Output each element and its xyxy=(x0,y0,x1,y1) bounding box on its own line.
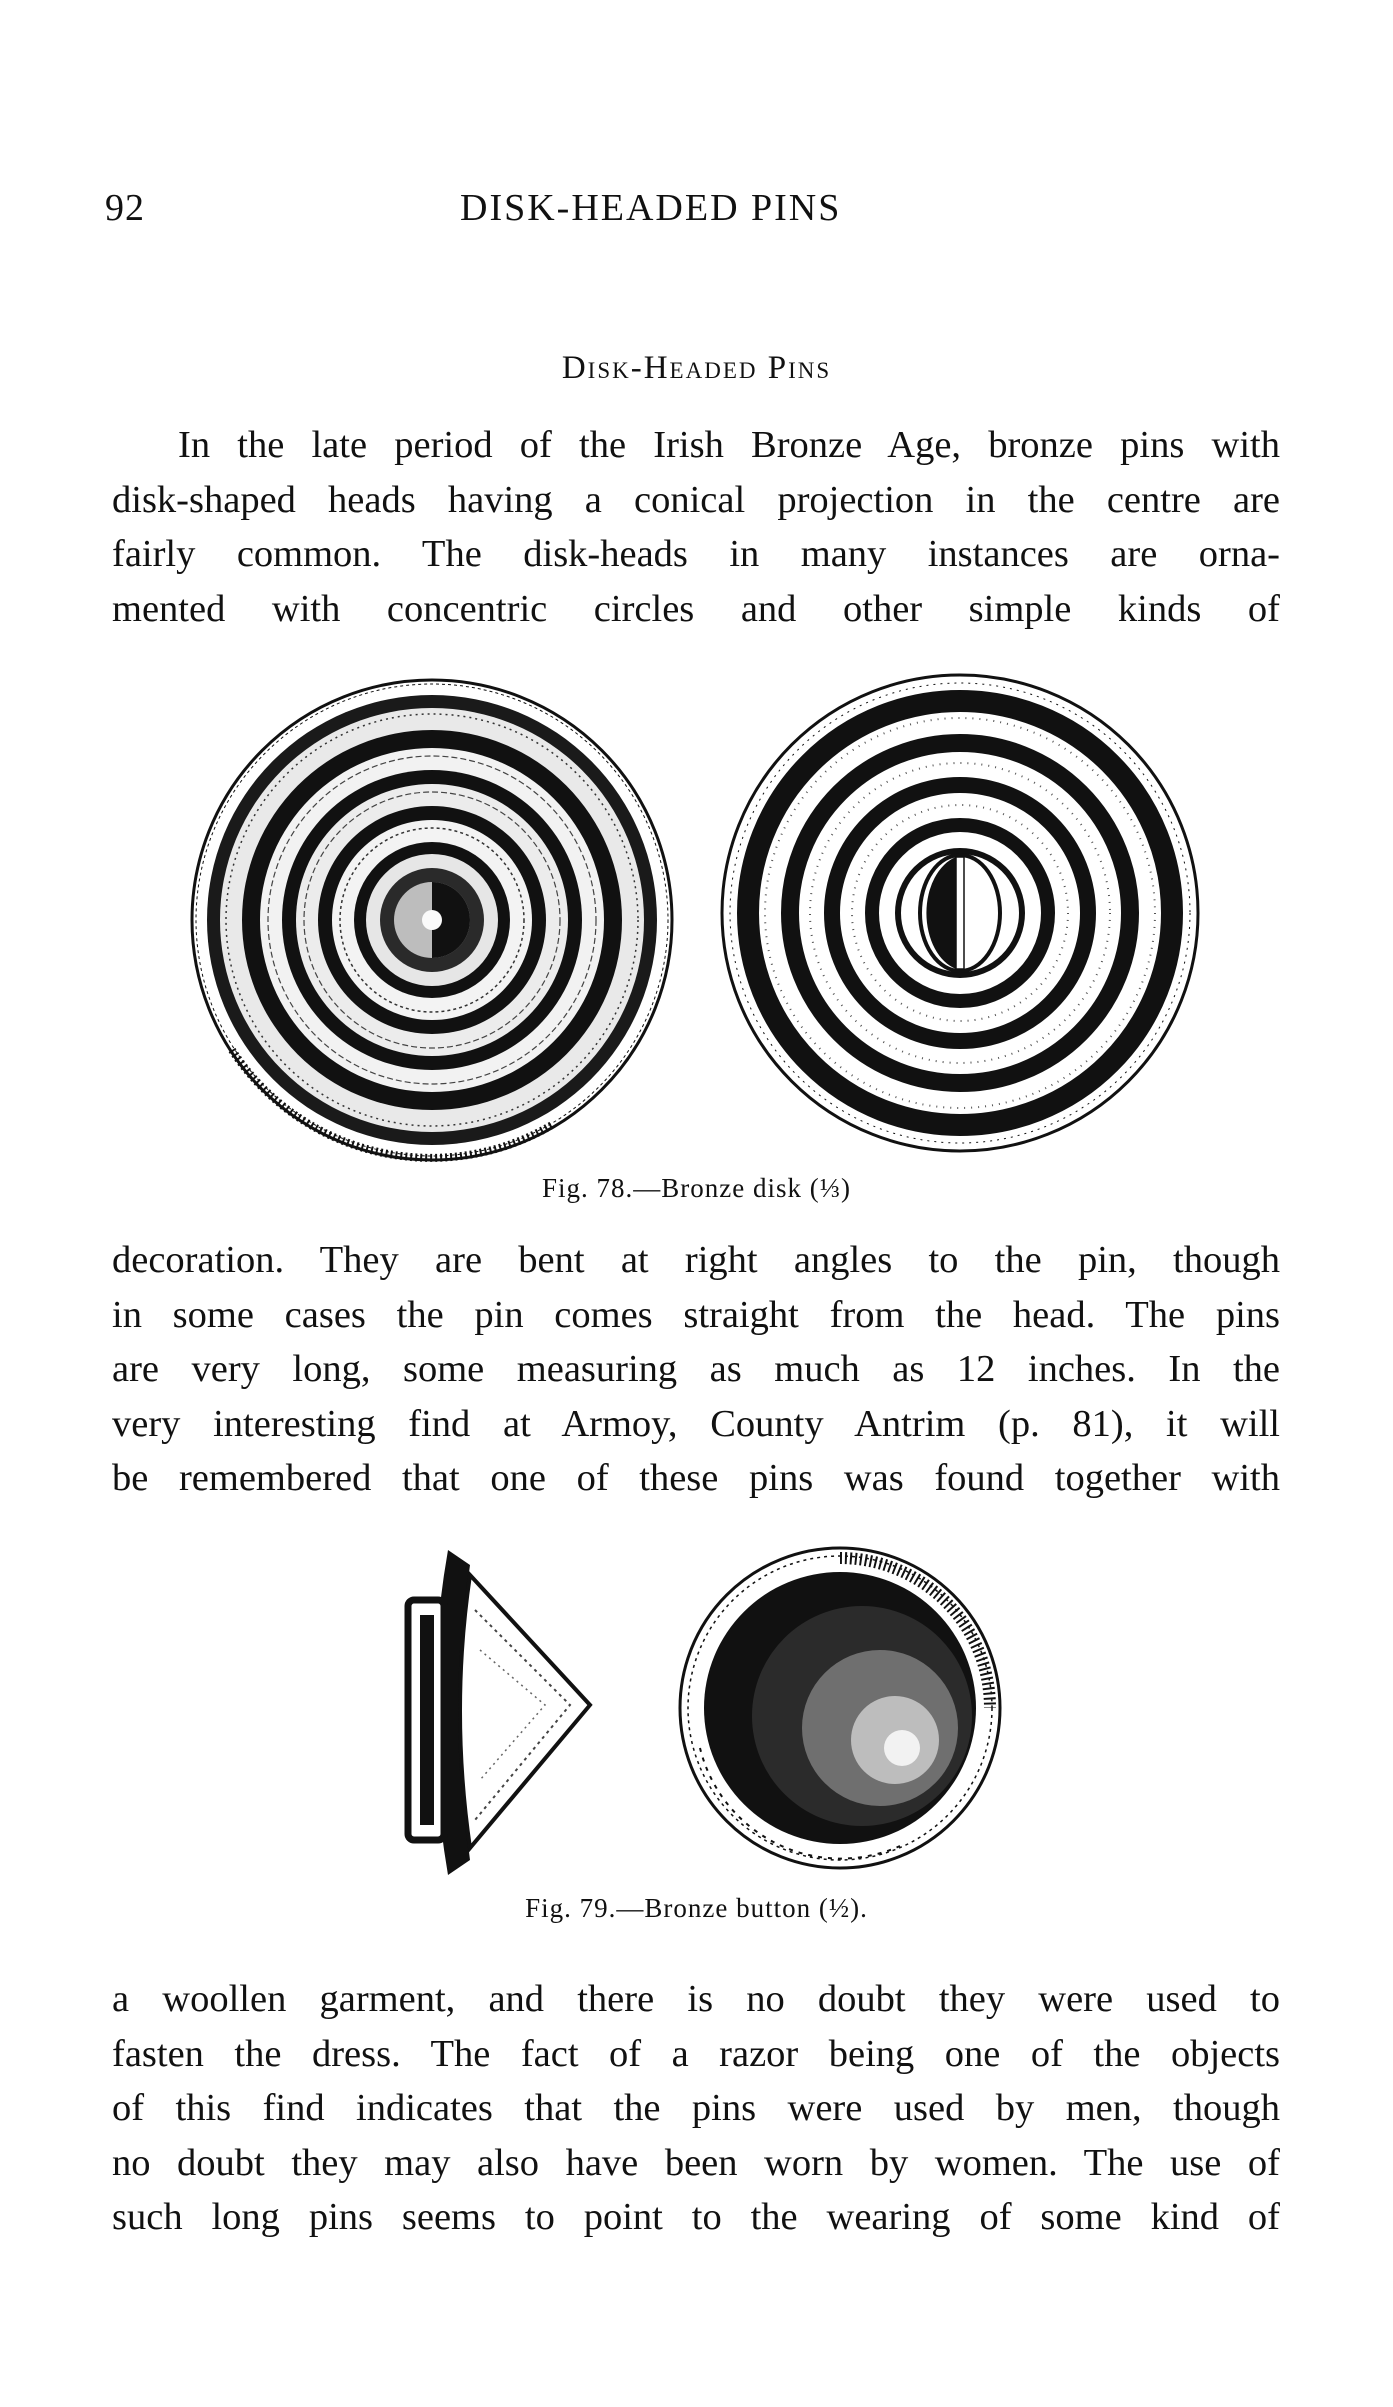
text-line: are very long, some measuring as much as 12 inches. In the xyxy=(112,1348,1280,1390)
bronze-disk-illustration xyxy=(170,668,1200,1173)
text-line: decoration. They are bent at right angles to the pin, though xyxy=(112,1239,1280,1281)
text-line: fairly common. The disk-heads in many instances are orna- xyxy=(112,533,1280,575)
text-line: be remembered that one of these pins was found together with xyxy=(112,1457,1280,1499)
bronze-button-back-image xyxy=(680,1548,1000,1868)
text-line: fasten the dress. The fact of a razor being one of the objects xyxy=(112,2032,1280,2075)
paragraph-2 xyxy=(112,1233,1280,1506)
running-title: DISK-HEADED PINS xyxy=(460,187,842,229)
text-line: very interesting find at Armoy, County Antrim (p. 81), it will xyxy=(112,1402,1280,1445)
figure-78-bronze-disk xyxy=(170,668,1200,1173)
text-line: no doubt they may also have been worn by women. The use of xyxy=(112,2141,1280,2184)
figure-78-caption: Fig. 78.—Bronze disk (⅓) xyxy=(542,1173,851,1203)
text-line: a woollen garment, and there is no doubt they were used to xyxy=(112,1978,1280,2020)
bronze-button-illustration xyxy=(350,1530,1050,1890)
text-line: In the late period of the Irish Bronze Age, bronze pins with xyxy=(178,424,1280,466)
figure-79-bronze-button xyxy=(350,1530,1050,1890)
page-number: 92 xyxy=(105,187,145,229)
bronze-disk-front-image xyxy=(192,680,672,1160)
paragraph-1 xyxy=(112,418,1280,636)
running-header xyxy=(105,186,1285,232)
text-line: disk-shaped heads having a conical projection in the centre are xyxy=(112,478,1280,521)
text-line: mented with concentric circles and other simple kinds of xyxy=(112,587,1280,630)
bronze-disk-back-image xyxy=(722,675,1198,1151)
text-line: in some cases the pin comes straight from the head. The pins xyxy=(112,1293,1280,1336)
figure-79-caption: Fig. 79.—Bronze button (½). xyxy=(525,1893,868,1923)
text-line: such long pins seems to point to the wearing of some kind of xyxy=(112,2196,1280,2238)
bronze-button-side-image xyxy=(408,1550,590,1875)
text-line: of this find indicates that the pins were used by men, though xyxy=(112,2087,1280,2129)
section-title: Disk-Headed Pins xyxy=(561,350,832,386)
paragraph-3 xyxy=(112,1972,1280,2245)
